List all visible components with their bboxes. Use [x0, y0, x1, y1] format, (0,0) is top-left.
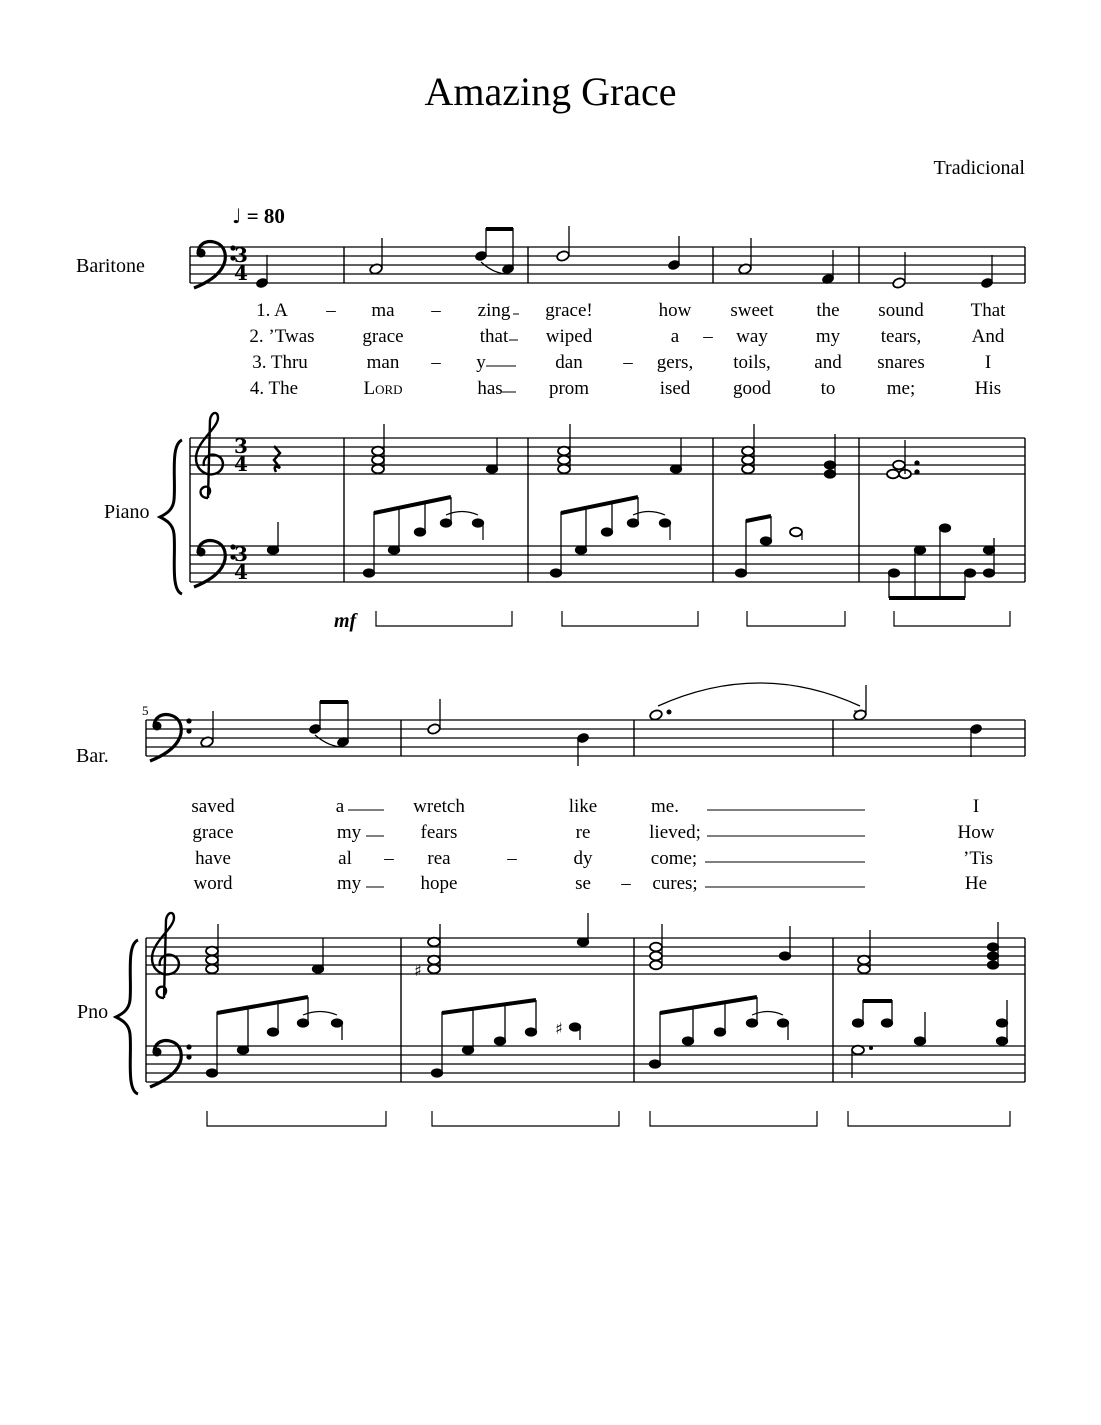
lyric-syllable: sweet [730, 300, 774, 321]
lyric-syllable: tears, [880, 326, 922, 347]
instrument-piano: Piano [104, 501, 150, 523]
lyric-syllable: my [336, 822, 362, 843]
lyric-syllable: cures; [652, 873, 698, 894]
lyric-syllable: wretch [413, 796, 465, 817]
lyric-syllable: how [658, 300, 692, 321]
score-title: Amazing Grace [424, 69, 677, 114]
lyric-syllable: His [974, 378, 1002, 399]
instrument-piano-short: Pno [77, 1001, 109, 1023]
lyric-syllable: grace [362, 326, 404, 347]
lyric-syllable: ised [659, 378, 691, 399]
lyric-hyphen: – [621, 873, 631, 894]
lyric-hyphen: – [623, 352, 633, 373]
lyric-syllable: zing [477, 300, 511, 321]
lyric-syllable: and [814, 352, 842, 373]
lyric-syllable: come; [650, 848, 698, 869]
lyric-syllable: dy [573, 848, 593, 869]
lyric-syllable: me; [886, 378, 916, 399]
piano-staves-system-1 [160, 413, 1025, 598]
lyric-syllable: gers, [656, 352, 694, 373]
lyric-syllable: grace! [545, 300, 593, 321]
lyric-hyphen: – [326, 300, 336, 321]
lyric-syllable: toils, [733, 352, 771, 373]
lyric-syllable: I [972, 796, 980, 817]
lyric-syllable: 1. A [256, 300, 288, 321]
lyric-syllable: have [195, 848, 231, 869]
instrument-baritone-short: Bar. [76, 745, 109, 767]
svg-text:3: 3 [234, 243, 248, 267]
lyric-syllable: man [366, 352, 400, 373]
lyric-syllable: has [477, 378, 503, 399]
lyric-hyphen: – [384, 848, 394, 869]
baritone-staff-system-2 [146, 683, 1025, 766]
piano-staves-system-2 [116, 913, 1025, 1094]
lyric-syllable: a [670, 326, 680, 347]
lyric-syllable: lieved; [649, 822, 701, 843]
pedal-brackets-system-1 [376, 611, 1010, 626]
measure-number: 5 [142, 703, 149, 718]
lyric-syllable: 2. ’Twas [249, 326, 315, 347]
lyric-hyphen: – [431, 300, 441, 321]
lyric-syllable: me. [651, 796, 679, 817]
lyric-syllable: 4. The [249, 378, 299, 399]
svg-text:3: 3 [234, 434, 248, 458]
lyric-syllable: to [820, 378, 836, 399]
lyric-hyphen: – [507, 848, 517, 869]
dynamic-mf: mf [334, 610, 357, 632]
pedal-brackets-system-2 [207, 1111, 1010, 1126]
lyric-syllable: ’Tis [963, 848, 993, 869]
lyric-syllable: How [957, 822, 995, 843]
lyric-syllable: a [335, 796, 345, 817]
tempo-value: = 80 [246, 204, 285, 228]
composer: Tradicional [933, 157, 1025, 179]
lyric-syllable: my [336, 873, 362, 894]
lyric-syllable: re [575, 822, 591, 843]
lyric-syllable: that [479, 326, 509, 347]
lyric-syllable: like [568, 796, 598, 817]
lyric-syllable: y [476, 352, 486, 373]
lyric-hyphen: – [431, 352, 441, 373]
lyric-hyphen: – [703, 326, 713, 347]
lyric-syllable: the [816, 300, 840, 321]
quarter-note-icon: ♩ [232, 204, 242, 228]
lyric-syllable: my [815, 326, 841, 347]
lyric-syllable: rea [427, 848, 451, 869]
lyric-syllable: He [964, 873, 988, 894]
lyric-syllable: 3. Thru [252, 352, 308, 373]
lyric-syllable: good [733, 378, 771, 399]
lyric-syllable: ma [371, 300, 395, 321]
svg-text:4: 4 [234, 261, 248, 285]
lyric-syllable: sound [878, 300, 924, 321]
lyric-syllable: se [575, 873, 591, 894]
lyric-syllable: word [193, 873, 233, 894]
lyric-syllable: wiped [545, 326, 593, 347]
svg-text:4: 4 [234, 452, 248, 476]
svg-text:♯: ♯ [414, 961, 422, 980]
svg-text:♯: ♯ [555, 1019, 563, 1038]
lyric-syllable: I [984, 352, 992, 373]
lyric-syllable: hope [420, 873, 458, 894]
svg-text:4: 4 [234, 560, 248, 584]
lyric-syllable: way [736, 326, 768, 347]
lyric-syllable: fears [420, 822, 458, 843]
lyric-syllable: prom [548, 378, 590, 399]
lyric-syllable: snares [877, 352, 925, 373]
lyric-syllable: That [970, 300, 1006, 321]
lyric-syllable: grace [192, 822, 234, 843]
lyric-syllable: dan [555, 352, 583, 373]
svg-text:3: 3 [234, 542, 248, 566]
lyric-syllable: saved [191, 796, 235, 817]
lyric-syllable: Lord [363, 378, 403, 399]
lyric-syllable: And [971, 326, 1005, 347]
instrument-baritone: Baritone [76, 255, 145, 277]
baritone-staff-system-1 [190, 226, 1025, 289]
lyric-syllable: al [338, 848, 352, 869]
